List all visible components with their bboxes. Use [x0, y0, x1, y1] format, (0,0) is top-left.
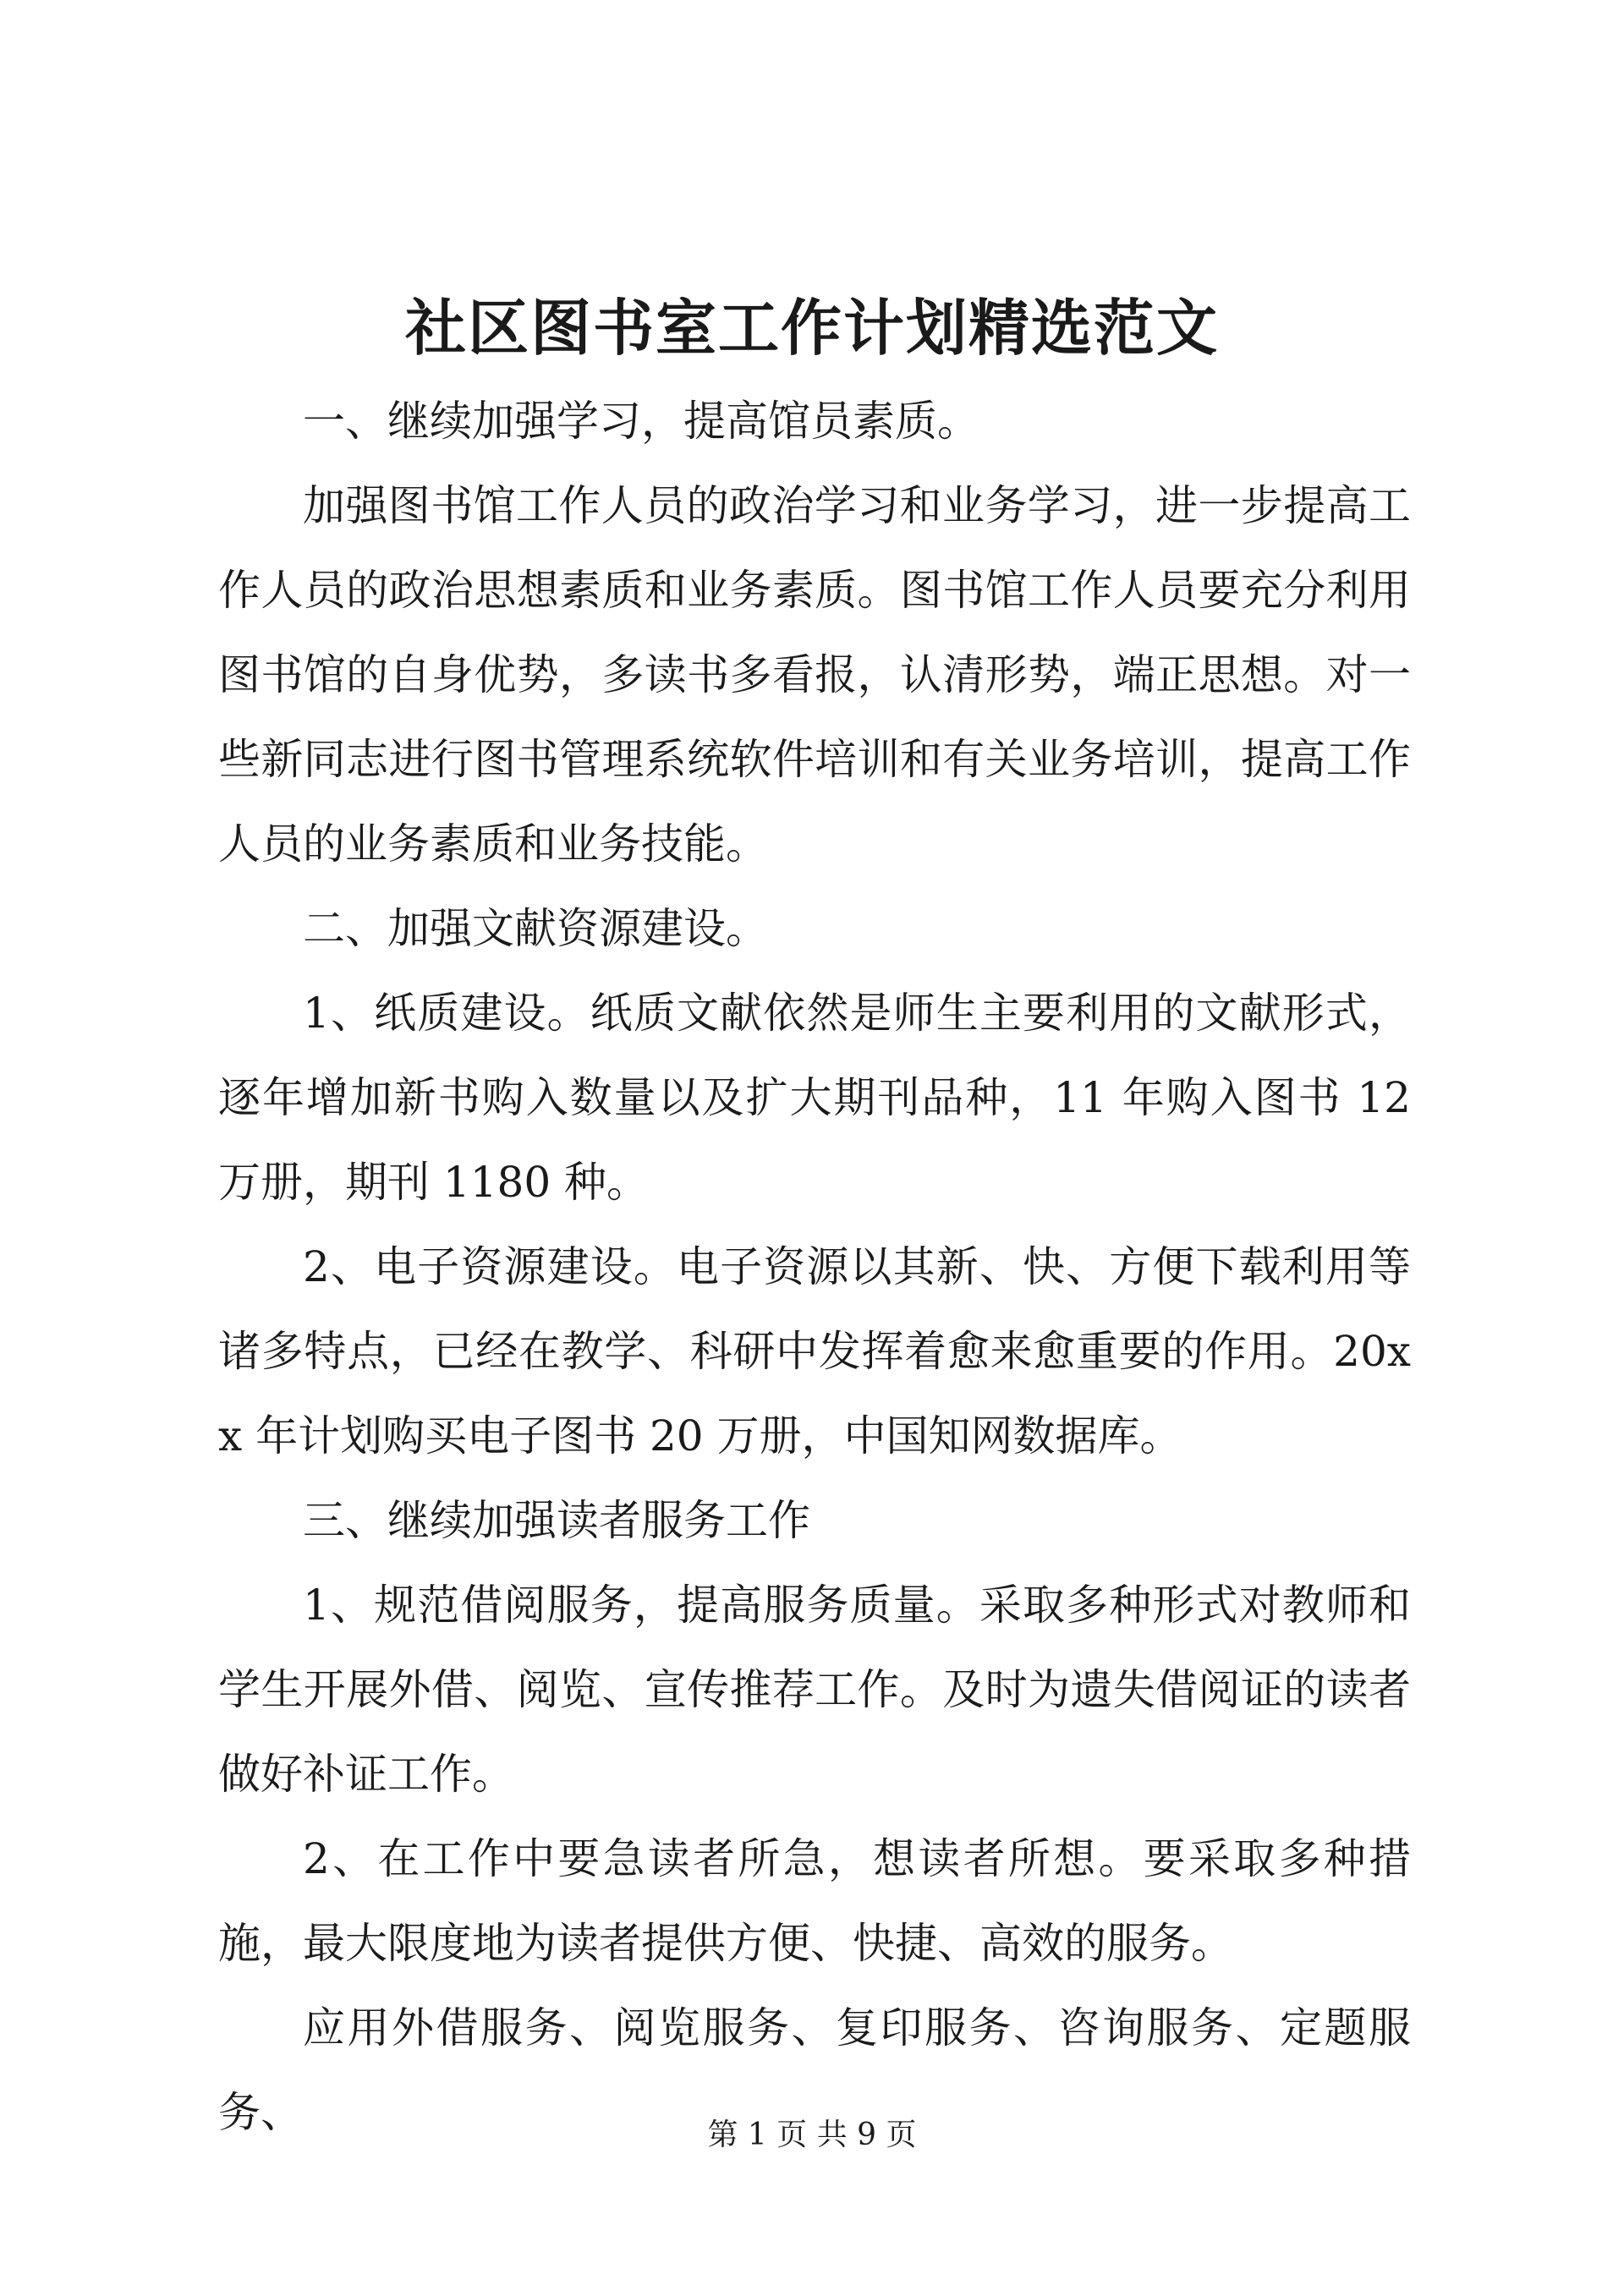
paragraph: 2、电子资源建设。电子资源以其新、快、方便下载利用等诸多特点，已经在教学、科研中发挥着愈来愈重要的作用。20xx 年计划购买电子图书 20 万册，中国知网数据库。: [218, 1242, 1411, 1460]
paragraph: 1、规范借阅服务，提高服务质量。采取多种形式对教师和学生开展外借、阅览、宣传推荐工作。及时为遗失借阅证的读者做好补证工作。: [218, 1581, 1411, 1799]
section-heading-2: 二、加强文献资源建设。: [303, 904, 768, 953]
document-title: 社区图书室工作计划精选范文: [404, 292, 1219, 364]
paragraph: 1、纸质建设。纸质文献依然是师生主要利用的文献形式，逐年增加新书购入数量以及扩大期刊品种，11 年购入图书 12 万册，期刊 1180 种。: [218, 989, 1411, 1207]
document-body: [218, 379, 1411, 2155]
section-heading-1: 一、继续加强学习，提高馆员素质。: [303, 397, 979, 446]
paragraph: 加强图书馆工作人员的政治学习和业务学习，进一步提高工作人员的政治思想素质和业务素质。图书馆工作人员要充分利用图书馆的自身优势，多读书多看报，认清形势，端正思想。对一些新同志进行图书管理系统软件培训和有关业务培训，提高工作人员的业务素质和业务技能。: [218, 481, 1411, 869]
page-footer: 第 1 页 共 9 页: [707, 2118, 917, 2152]
section-heading-3: 三、继续加强读者服务工作: [303, 1496, 810, 1545]
paragraph: 2、在工作中要急读者所急，想读者所想。要采取多种措施，最大限度地为读者提供方便、快捷、高效的服务。: [218, 1834, 1411, 1968]
paragraph: 应用外借服务、阅览服务、复印服务、咨询服务、定题服务、: [218, 2003, 1411, 2137]
